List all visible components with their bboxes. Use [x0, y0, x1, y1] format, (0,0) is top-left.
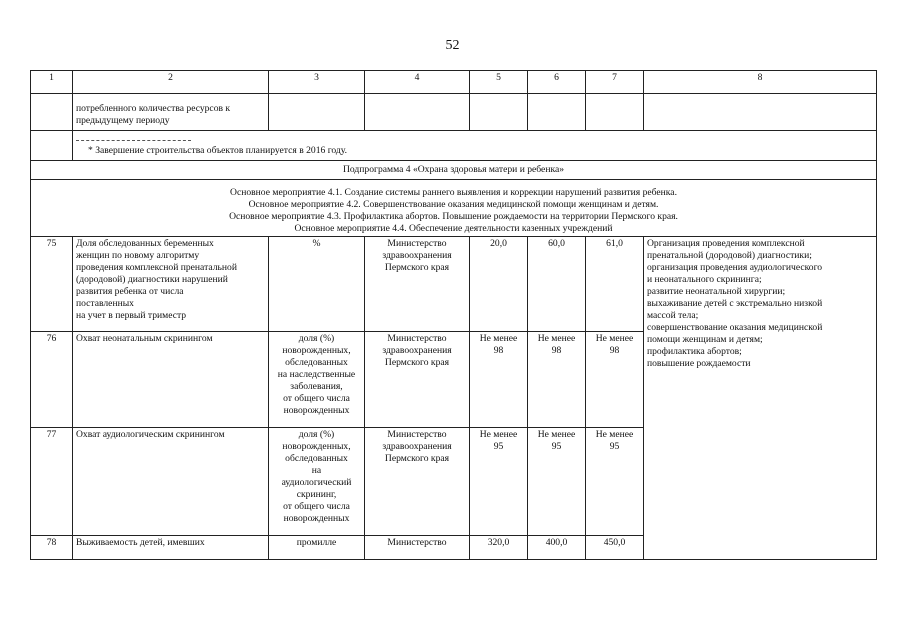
main-measures [31, 180, 877, 237]
unit-cell: доля (%) новорожденных, обследованных на аудиологический скрининг, от общего числа новорожденных [269, 428, 365, 536]
measures-description-cell: Организация проведения комплексной пренатальной (дородовой) диагностики; организация проведения аудиологического и неонатального скрининга; развитие неонатальной хирургии; выхаживание детей с экстремально низкой массой тела; совершенствование оказания медицинской помощи женщинам и детям; профилактика абортов; повышение рождаемости [644, 237, 877, 560]
unit-cell: % [269, 237, 365, 332]
footnote-row [31, 131, 877, 161]
main-measure: Основное мероприятие 4.4. Обеспечение деятельности казенных учреждений [294, 223, 613, 234]
value-cell-6: Не менее 98 [528, 332, 586, 428]
column-header: 3 [269, 71, 365, 94]
continuation-text: потребленного количества ресурсов к предыдущему периоду [73, 94, 269, 131]
value-cell-7: 61,0 [586, 237, 644, 332]
main-measure: Основное мероприятие 4.1. Создание системы раннего выявления и коррекции нарушений развития ребенка. [230, 187, 677, 198]
responsible-cell: Министерство [365, 536, 470, 560]
responsible-cell: Министерство здравоохранения Пермского края [365, 237, 470, 332]
indicator-cell: Доля обследованных беременных женщин по новому алгоритму проведения комплексной пренатальной (дородовой) диагностики нарушений развития ребенка от числа поставленных на учет в первый триместр [73, 237, 269, 332]
main-measure: Основное мероприятие 4.2. Совершенствование оказания медицинской помощи женщинам и детям. [248, 199, 659, 210]
indicator-cell: Выживаемость детей, имевших [73, 536, 269, 560]
indicator-cell: Охват неонатальным скринингом [73, 332, 269, 428]
footnote-text: * Завершение строительства объектов планируется в 2016 году. [88, 145, 348, 156]
responsible-cell: Министерство здравоохранения Пермского края [365, 332, 470, 428]
subprogram-row [31, 161, 877, 180]
main-measures-row [31, 180, 877, 237]
main-measure: Основное мероприятие 4.3. Профилактика абортов. Повышение рождаемости на территории Пермского края. [229, 211, 678, 222]
value-cell-5: 320,0 [470, 536, 528, 560]
footnote [73, 131, 877, 161]
table-row [31, 237, 877, 332]
value-cell-5: 20,0 [470, 237, 528, 332]
column-header: 7 [586, 71, 644, 94]
value-cell-7: Не менее 95 [586, 428, 644, 536]
row-number: 77 [31, 428, 73, 536]
column-header: 6 [528, 71, 586, 94]
column-header: 5 [470, 71, 528, 94]
column-header: 2 [73, 71, 269, 94]
row-number: 78 [31, 536, 73, 560]
value-cell-5: Не менее 98 [470, 332, 528, 428]
column-header-row [31, 71, 877, 94]
value-cell-6: Не менее 95 [528, 428, 586, 536]
value-cell-6: 60,0 [528, 237, 586, 332]
row-number: 75 [31, 237, 73, 332]
continuation-row [31, 94, 877, 131]
unit-cell: промилле [269, 536, 365, 560]
value-cell-7: Не менее 98 [586, 332, 644, 428]
indicator-cell: Охват аудиологическим скринингом [73, 428, 269, 536]
footnote-separator [76, 140, 191, 141]
column-header: 8 [644, 71, 877, 94]
row-number: 76 [31, 332, 73, 428]
subprogram-title: Подпрограмма 4 «Охрана здоровья матери и ребенка» [31, 161, 877, 180]
value-cell-5: Не менее 95 [470, 428, 528, 536]
value-cell-7: 450,0 [586, 536, 644, 560]
page-number: 52 [445, 38, 460, 53]
unit-cell: доля (%) новорожденных, обследованных на наследственные заболевания, от общего числа новорожденных [269, 332, 365, 428]
value-cell-6: 400,0 [528, 536, 586, 560]
column-header: 4 [365, 71, 470, 94]
column-header: 1 [31, 71, 73, 94]
indicators-table [30, 70, 877, 560]
responsible-cell: Министерство здравоохранения Пермского края [365, 428, 470, 536]
